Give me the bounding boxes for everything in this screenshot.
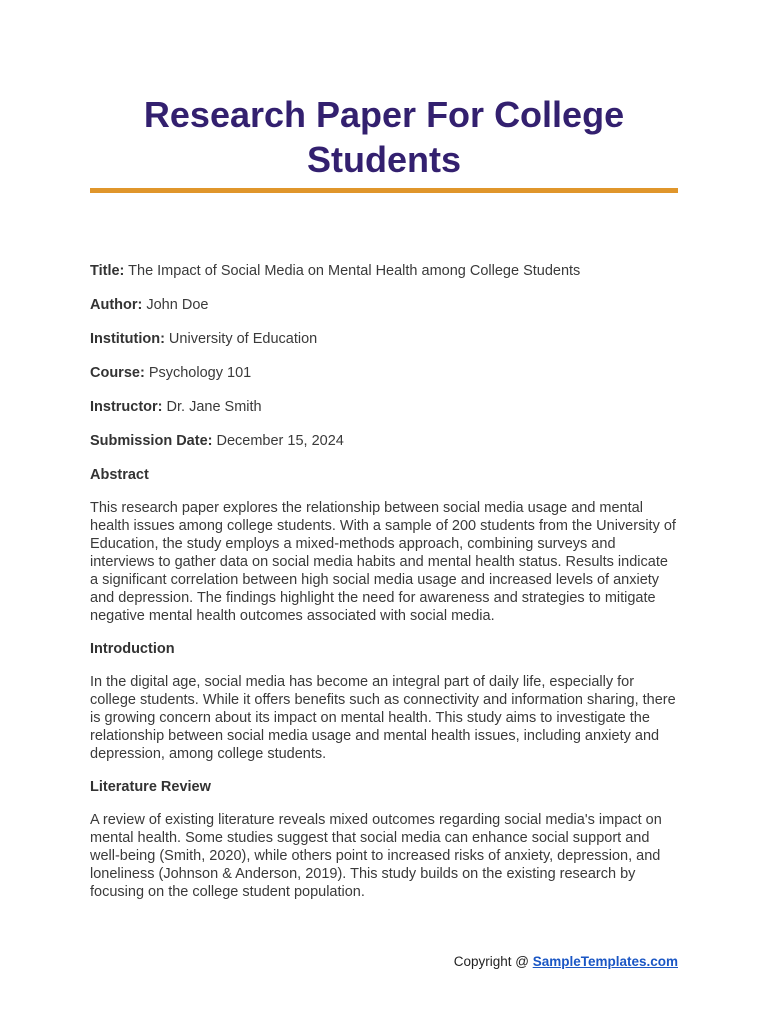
section-body-introduction: In the digital age, social media has become an integral part of daily life, especially for college students. While it offers benefits such as connectivity and information sharing, there is growing concern about its impact on mental health. This study aims to investigate the relationship between social media usage and mental health issues, including anxiety and depression, among college students. [90,674,676,762]
title-divider [90,188,678,193]
sampletemplates-link[interactable]: SampleTemplates.com [532,954,678,969]
copyright-text: Copyright @ [453,954,533,969]
field-institution [90,330,678,348]
document-body [90,262,678,916]
section-body-literature-review: A review of existing literature reveals mixed outcomes regarding social media's impact on mental health. Some studies suggest that social media can enhance social support and well-being (Smith, 2020), while others point to increased risks of anxiety, depression, and loneliness (Johnson & Anderson, 2019). This study builds on the existing research by focusing on the college student population. [90,812,662,900]
field-course [90,364,678,382]
section-body-abstract: This research paper explores the relationship between social media usage and mental health issues among college students. With a sample of 200 students from the University of Education, the study employs a mixed-methods approach, combining surveys and interviews to gather data on social media habits and mental health status. Results indicate a significant correlation between high social media usage and increased levels of anxiety and depression. The findings highlight the need for awareness and strategies to mitigate negative mental health outcomes associated with social media. [90,500,676,624]
field-author [90,296,678,314]
field-label: Course: [90,365,145,381]
field-label: Submission Date: [90,433,213,449]
field-instructor [90,398,678,416]
copyright-footer [454,953,678,971]
page-title: Research Paper For College Students [143,94,625,180]
field-label: Author: [90,297,143,313]
field-submission-date [90,432,678,450]
section-heading-literature-review: Literature Review [90,779,211,795]
field-value: Psychology 101 [144,365,252,381]
field-value: John Doe [142,297,209,313]
field-value: The Impact of Social Media on Mental Health among College Students [124,263,581,279]
field-value: Dr. Jane Smith [162,399,262,415]
section-heading-abstract: Abstract [90,467,149,483]
field-value: University of Education [164,331,318,347]
field-label: Institution: [90,331,165,347]
field-label: Instructor: [90,399,163,415]
section-heading-introduction: Introduction [90,641,175,657]
field-title [90,262,678,280]
field-label: Title: [90,263,125,279]
field-value: December 15, 2024 [212,433,344,449]
